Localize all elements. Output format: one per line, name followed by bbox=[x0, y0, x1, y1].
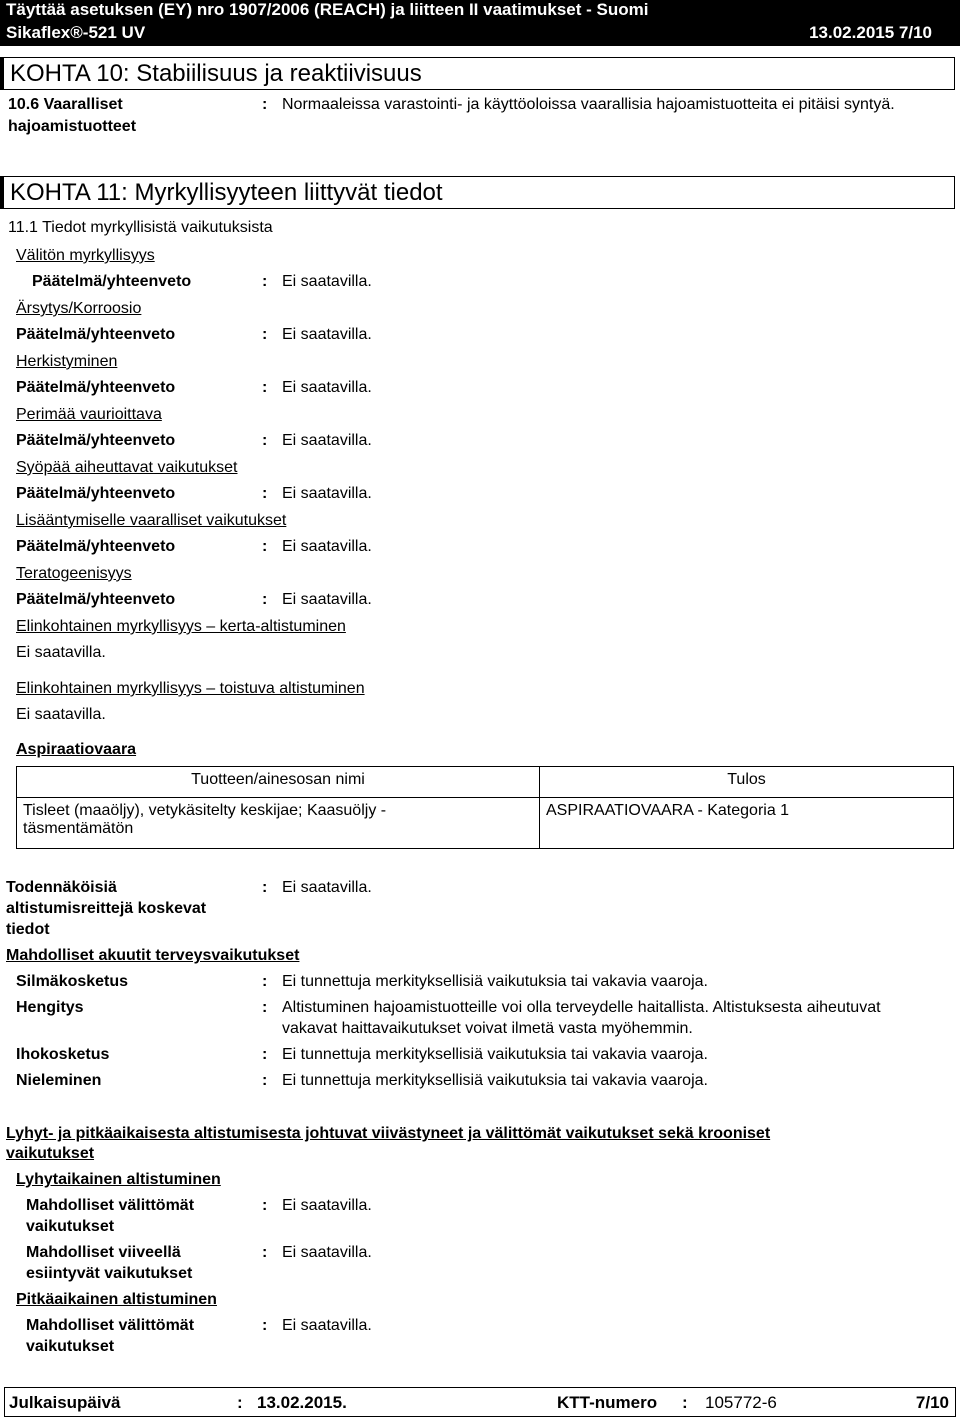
acute-effects-heading: Mahdolliset akuutit terveysvaikutukset bbox=[6, 947, 300, 964]
colon: : bbox=[262, 879, 268, 896]
colon: : bbox=[262, 432, 268, 449]
long-term-heading: Pitkäaikainen altistuminen bbox=[16, 1291, 217, 1308]
colon: : bbox=[262, 1244, 268, 1261]
ktt-number-label: KTT-numero bbox=[557, 1393, 658, 1412]
colon: : bbox=[262, 591, 268, 608]
skin-contact-value: Ei tunnettuja merkityksellisiä vaikutuksia tai vakavia vaaroja. bbox=[282, 1046, 708, 1063]
colon: : bbox=[262, 96, 268, 113]
conclusion-value: Ei saatavilla. bbox=[282, 326, 372, 343]
colon: : bbox=[262, 1072, 268, 1089]
conclusion-value: Ei saatavilla. bbox=[282, 591, 372, 608]
delayed-effects-label-1: Mahdolliset viiveellä bbox=[26, 1244, 181, 1261]
conclusion-value: Ei saatavilla. bbox=[282, 538, 372, 555]
regulation-line: Täyttää asetuksen (EY) nro 1907/2006 (REACH) ja liitteen II vaatimukset - Suomi bbox=[6, 0, 649, 19]
colon: : bbox=[262, 1197, 268, 1214]
table-cell-result: ASPIRAATIOVAARA - Kategoria 1 bbox=[540, 798, 954, 849]
section-11-1-subheading: 11.1 Tiedot myrkyllisistä vaikutuksista bbox=[8, 219, 273, 236]
conclusion-label: Päätelmä/yhteenveto bbox=[16, 326, 176, 343]
aspiration-heading: Aspiraatiovaara bbox=[16, 741, 137, 758]
colon: : bbox=[237, 1393, 243, 1412]
colon: : bbox=[262, 326, 268, 343]
conclusion-label: Päätelmä/yhteenveto bbox=[32, 273, 192, 290]
inhalation-value-line-1: Altistuminen hajoamistuotteille voi olla terveydelle haitallista. Altistuksesta aiheutuvat bbox=[282, 999, 881, 1016]
routes-label-3: tiedot bbox=[6, 921, 50, 938]
aspiration-table bbox=[16, 766, 954, 849]
colon: : bbox=[262, 485, 268, 502]
section-10-6-label-2: hajoamistuotteet bbox=[8, 118, 137, 135]
long-immediate-effects-label-2: vaikutukset bbox=[26, 1338, 115, 1355]
immediate-effects-label-2: vaikutukset bbox=[26, 1218, 115, 1235]
conclusion-label: Päätelmä/yhteenveto bbox=[16, 379, 176, 396]
group-heading-irritation: Ärsytys/Korroosio bbox=[16, 300, 142, 317]
colon: : bbox=[262, 973, 268, 990]
conclusion-value: Ei saatavilla. bbox=[282, 379, 372, 396]
routes-value: Ei saatavilla. bbox=[282, 879, 372, 896]
short-term-heading: Lyhytaikainen altistuminen bbox=[16, 1171, 221, 1188]
table-header-row bbox=[17, 767, 954, 798]
section-10-6-value: Normaaleissa varastointi- ja käyttöoloissa vaarallisia hajoamistuotteita ei pitäisi syntyä. bbox=[282, 96, 895, 113]
section-10-heading: KOHTA 10: Stabiilisuus ja reaktiivisuus bbox=[0, 57, 955, 90]
colon: : bbox=[262, 379, 268, 396]
stot-repeated-heading: Elinkohtainen myrkyllisyys – toistuva altistuminen bbox=[16, 680, 365, 697]
colon: : bbox=[262, 1046, 268, 1063]
inhalation-value-line-2: vakavat haittavaikutukset voivat ilmetä vasta myöhemmin. bbox=[282, 1020, 693, 1037]
conclusion-label: Päätelmä/yhteenveto bbox=[16, 485, 176, 502]
group-heading-reproductive-toxicity: Lisääntymiselle vaaralliset vaikutukset bbox=[16, 512, 287, 529]
group-heading-acute-toxicity: Välitön myrkyllisyys bbox=[16, 247, 155, 264]
stot-single-value: Ei saatavilla. bbox=[16, 644, 106, 661]
skin-contact-label: Ihokosketus bbox=[16, 1046, 110, 1063]
eye-contact-value: Ei tunnettuja merkityksellisiä vaikutuksia tai vakavia vaaroja. bbox=[282, 973, 708, 990]
group-heading-carcinogenicity: Syöpää aiheuttavat vaikutukset bbox=[16, 459, 238, 476]
eye-contact-label: Silmäkosketus bbox=[16, 973, 129, 990]
ktt-number-value: 105772-6 bbox=[705, 1393, 777, 1412]
section-10-6-label-1: 10.6 Vaaralliset bbox=[8, 96, 123, 113]
long-immediate-effects-value: Ei saatavilla. bbox=[282, 1317, 372, 1334]
product-name: Sikaflex®-521 UV bbox=[6, 23, 146, 42]
conclusion-value: Ei saatavilla. bbox=[282, 485, 372, 502]
long-immediate-effects-label-1: Mahdolliset välittömät bbox=[26, 1317, 195, 1334]
conclusion-label: Päätelmä/yhteenveto bbox=[16, 538, 176, 555]
group-heading-sensitization: Herkistyminen bbox=[16, 353, 118, 370]
group-heading-teratogenicity: Teratogeenisyys bbox=[16, 565, 132, 582]
issue-date-label: Julkaisupäivä bbox=[9, 1393, 121, 1412]
document-header bbox=[0, 0, 960, 46]
conclusion-value: Ei saatavilla. bbox=[282, 432, 372, 449]
conclusion-label: Päätelmä/yhteenveto bbox=[16, 591, 176, 608]
table-cell-name bbox=[17, 798, 540, 849]
routes-label-2: altistumisreittejä koskevat bbox=[6, 900, 207, 917]
conclusion-label: Päätelmä/yhteenveto bbox=[16, 432, 176, 449]
column-header-result: Tulos bbox=[540, 767, 954, 798]
delayed-effects-heading-line-2: vaikutukset bbox=[6, 1145, 95, 1162]
immediate-effects-value: Ei saatavilla. bbox=[282, 1197, 372, 1214]
delayed-effects-heading-line-1: Lyhyt- ja pitkäaikaisesta altistumisesta johtuvat viivästyneet ja välittömät vaikutukset sekä krooniset bbox=[6, 1125, 771, 1142]
immediate-effects-label-1: Mahdolliset välittömät bbox=[26, 1197, 195, 1214]
inhalation-label: Hengitys bbox=[16, 999, 84, 1016]
product-name-line-2: täsmentämätön bbox=[23, 820, 134, 837]
colon: : bbox=[262, 1317, 268, 1334]
page-number: 7/10 bbox=[915, 1393, 949, 1412]
section-11-heading: KOHTA 11: Myrkyllisyyteen liittyvät tiedot bbox=[0, 176, 955, 209]
group-heading-mutagenicity: Perimää vaurioittava bbox=[16, 406, 162, 423]
stot-single-heading: Elinkohtainen myrkyllisyys – kerta-altistuminen bbox=[16, 618, 346, 635]
routes-label-1: Todennäköisiä bbox=[6, 879, 117, 896]
colon: : bbox=[262, 999, 268, 1016]
ingestion-label: Nieleminen bbox=[16, 1072, 102, 1089]
table-row bbox=[17, 798, 954, 849]
product-name-line-1: Tisleet (maaöljy), vetykäsitelty keskijae; Kaasuöljy - bbox=[23, 802, 387, 819]
document-footer bbox=[4, 1387, 956, 1417]
header-date-page: 13.02.2015 7/10 bbox=[809, 23, 932, 42]
delayed-effects-label-2: esiintyvät vaikutukset bbox=[26, 1265, 193, 1282]
stot-repeated-value: Ei saatavilla. bbox=[16, 706, 106, 723]
delayed-effects-value: Ei saatavilla. bbox=[282, 1244, 372, 1261]
colon: : bbox=[262, 538, 268, 555]
ingestion-value: Ei tunnettuja merkityksellisiä vaikutuksia tai vakavia vaaroja. bbox=[282, 1072, 708, 1089]
colon: : bbox=[262, 273, 268, 290]
issue-date-value: 13.02.2015. bbox=[257, 1393, 347, 1412]
colon: : bbox=[682, 1393, 688, 1412]
conclusion-value: Ei saatavilla. bbox=[282, 273, 372, 290]
column-header-name: Tuotteen/ainesosan nimi bbox=[17, 767, 540, 798]
